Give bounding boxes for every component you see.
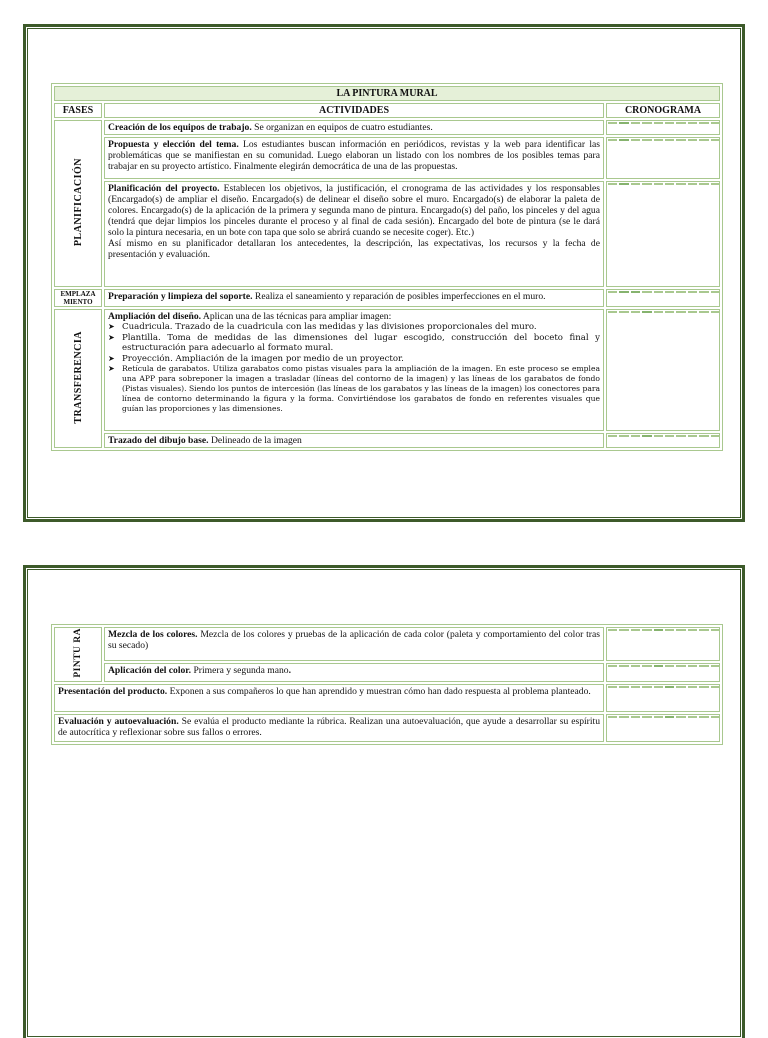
activity-row: Presentación del producto. Exponen a sus compañeros lo que han aprendido y muestran cómo han dado respuesta al problema planteado. [54,684,604,712]
week-cell [608,686,617,688]
week-cell [619,291,628,293]
week-cell [688,629,697,631]
week-cell [619,629,628,631]
week-cell [711,686,720,688]
week-cell [642,686,651,688]
week-cell [711,183,720,185]
week-cell [665,629,674,631]
gantt-row [606,120,720,135]
week-cell [688,686,697,688]
week-cell [608,311,617,313]
week-cell [654,291,663,293]
week-cell [631,665,640,667]
week-cell [654,665,663,667]
week-cell [711,311,720,313]
week-cell [699,183,708,185]
header-cronograma: CRONOGRAMA [606,103,720,118]
document-page-2 [23,565,745,1038]
week-cell [688,665,697,667]
week-cell [654,435,663,437]
week-cell [676,291,685,293]
week-cell [642,435,651,437]
week-cell [654,183,663,185]
week-cell [676,183,685,185]
week-cell [654,716,663,718]
phase-transferencia: TRANSFERENCIA [54,309,102,448]
activity-row: Ampliación del diseño. Aplican una de las técnicas para ampliar imagen: ➤ Cuadricula. Trazado de la cuadricula con las medidas y las divisiones proporcionales del muro. ➤ Plantilla. Toma de medidas de las dimensiones del lugar escogido, construcción del boceto final y estructuración para adecuarlo al formato mural. ➤ Proyección. Ampliación de la imagen por medio de un proyector. ➤ Retícula de garabatos. Utiliza garabatos como pistas visuales para la ampliación de la imagen. En este proceso se emplea una APP para sobreponer la imagen a trasladar (líneas del contorno de la imagen) y las líneas de los garabatos de fondo (Pistas visuales). Siendo los puntos de intercesión (las líneas de los garabatos y las líneas de la imagen) los conectores para línea de contorno determinando la figura y la forma. Convirtiéndose los garabatos de fondo en referentes visuales que guían las proporciones y las dimensiones. [104,309,604,431]
week-cell [699,716,708,718]
week-cell [631,291,640,293]
week-cell [631,686,640,688]
week-cell [665,291,674,293]
activity-row: Preparación y limpieza del soporte. Realiza el saneamiento y reparación de posibles imperfecciones en el muro. [104,289,604,307]
week-cell [665,686,674,688]
week-cell [642,629,651,631]
schedule-table [51,83,723,451]
week-cell [699,311,708,313]
week-cell [711,665,720,667]
week-cell [676,311,685,313]
gantt-row [606,714,720,742]
document-page-1 [23,24,745,522]
week-cell [631,183,640,185]
list-item: ➤ Proyección. Ampliación de la imagen por medio de un proyector. [108,354,600,365]
gantt-row [606,137,720,179]
gantt-row [606,433,720,448]
week-cell [711,435,720,437]
gantt-row [606,684,720,712]
week-cell [688,435,697,437]
week-cell [642,183,651,185]
week-cell [676,435,685,437]
week-cell [642,665,651,667]
week-cell [711,122,720,124]
week-cell [676,665,685,667]
activity-row: Creación de los equipos de trabajo. Se organizan en equipos de cuatro estudiantes. [104,120,604,135]
week-cell [688,183,697,185]
week-cell [665,665,674,667]
week-cell [608,435,617,437]
week-cell [619,716,628,718]
week-cell [711,291,720,293]
week-cell [631,311,640,313]
week-cell [665,716,674,718]
week-cell [619,183,628,185]
technique-list [108,322,600,414]
week-cell [688,291,697,293]
week-cell [699,686,708,688]
week-cell [676,122,685,124]
week-cell [654,311,663,313]
week-cell [631,716,640,718]
week-cell [619,435,628,437]
week-cell [631,629,640,631]
activity-row: Aplicación del color. Primera y segunda mano. [104,663,604,682]
list-item: ➤ Cuadricula. Trazado de la cuadricula con las medidas y las divisiones proporcionales del muro. [108,322,600,333]
week-cell [642,716,651,718]
week-cell [665,139,674,141]
week-cell [688,311,697,313]
list-item: ➤ Plantilla. Toma de medidas de las dimensiones del lugar escogido, construcción del boceto final y estructuración para adecuarlo al formato mural. [108,333,600,354]
week-cell [699,291,708,293]
week-cell [676,629,685,631]
week-cell [699,139,708,141]
week-cell [631,139,640,141]
week-cell [642,291,651,293]
header-fases: FASES [54,103,102,118]
week-cell [688,139,697,141]
week-cell [676,716,685,718]
week-cell [711,139,720,141]
week-cell [608,629,617,631]
gantt-row [606,181,720,287]
activity-row: Trazado del dibujo base. Delineado de la imagen [104,433,604,448]
week-cell [676,686,685,688]
week-cell [711,716,720,718]
activity-row: Evaluación y autoevaluación. Se evalúa el producto mediante la rúbrica. Realizan una autoevaluación, que ayude a desarrollar su espíritu de autocrítica y reflexionar sobre sus fallos o errores. [54,714,604,742]
week-cell [699,629,708,631]
week-cell [608,716,617,718]
list-item: ➤ Retícula de garabatos. Utiliza garabatos como pistas visuales para la ampliación de la imagen. En este proceso se emplea una APP para sobreponer la imagen a trasladar (líneas del contorno de la imagen) y las líneas de los garabatos de fondo (Pistas visuales). Siendo los puntos de intercesión (las líneas de los garabatos y las líneas de la imagen) los conectores para línea de contorno determinando la figura y la forma. Convirtiéndose los garabatos de fondo en referentes visuales que guían las proporciones y las dimensiones. [108,364,600,414]
week-cell [631,122,640,124]
week-cell [619,139,628,141]
week-cell [608,122,617,124]
week-cell [654,686,663,688]
week-cell [688,716,697,718]
week-cell [711,629,720,631]
week-cell [676,139,685,141]
week-cell [654,122,663,124]
week-cell [642,139,651,141]
header-actividades: ACTIVIDADES [104,103,604,118]
week-cell [699,435,708,437]
week-cell [654,629,663,631]
phase-emplazamiento: EMPLAZA MIENTO [54,289,102,307]
week-cell [619,122,628,124]
phase-pintura: PINTU RA [54,627,102,682]
week-cell [619,686,628,688]
gantt-row [606,289,720,307]
week-cell [619,311,628,313]
week-cell [642,311,651,313]
activity-row: Propuesta y elección del tema. Los estudiantes buscan información en periódicos, revistas y la web para identificar las problemáticas que se manifiestan en su comunidad. Luego elaboran un listado con los nombres de los posibles temas para trabajar en su proyecto artístico. Finalmente elegirán democrática de una de las propuestas. [104,137,604,179]
activity-row: Planificación del proyecto. Establecen los objetivos, la justificación, el cronograma de las actividades y los responsables (Encargado(s) de ampliar el diseño. Encargado(s) de delinear el diseño sobre el muro. Encargado(s) de elaborar la paleta de colores. Encargado(s) de la aplicación de la primera y segunda mano de pintura. Encargado(s) del paño, los pinceles y del agua (tendrá que dejar limpios los pinceles durante el proceso y al final de cada sesión). Encargado del bote de pintura (se le dará solo la pintura necesaria, en un bote con tapa que solo se abrirá cuando se necesite coger). Etc.) Así mismo en su planificador detallaran los antecedentes, la descripción, las expectativas, los recursos y la fecha de presentación y evaluación. [104,181,604,287]
activity-row: Mezcla de los colores. Mezcla de los colores y pruebas de la aplicación de cada color (paleta y comportamiento del color tras su secado) [104,627,604,661]
week-cell [665,311,674,313]
week-cell [699,665,708,667]
week-cell [665,183,674,185]
table-title: LA PINTURA MURAL [54,86,720,101]
phase-planificacion: PLANIFICACIÓN [54,120,102,287]
week-cell [688,122,697,124]
schedule-table-continued [51,624,723,745]
week-cell [608,291,617,293]
week-cell [665,122,674,124]
gantt-row [606,627,720,661]
week-cell [631,435,640,437]
week-cell [642,122,651,124]
gantt-row [606,663,720,682]
week-cell [699,122,708,124]
week-cell [608,139,617,141]
week-cell [608,665,617,667]
week-cell [665,435,674,437]
gantt-row [606,309,720,431]
week-cell [608,183,617,185]
week-cell [619,665,628,667]
week-cell [654,139,663,141]
